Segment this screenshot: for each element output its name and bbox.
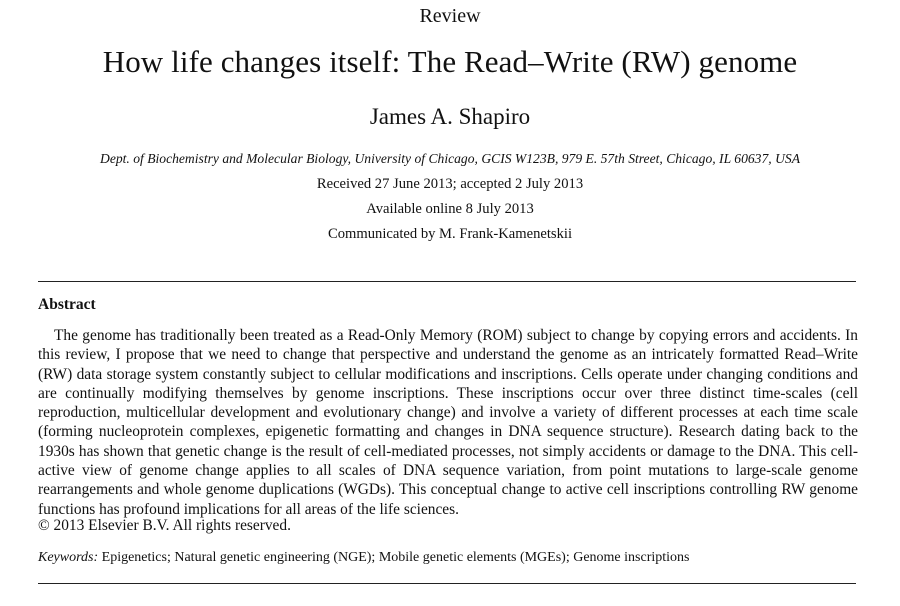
keywords-line xyxy=(38,550,689,566)
top-divider xyxy=(38,281,856,282)
available-online-date: Available online 8 July 2013 xyxy=(366,201,534,217)
copyright-notice: © 2013 Elsevier B.V. All rights reserved. xyxy=(38,517,291,534)
received-dates: Received 27 June 2013; accepted 2 July 2013 xyxy=(316,176,584,192)
article-title: How life changes itself: The Read–Write (RW) genome xyxy=(102,44,798,79)
keywords-list: Epigenetics; Natural genetic engineering (NGE); Mobile genetic elements (MGEs); Genome inscriptions xyxy=(101,550,690,565)
author-name: James A. Shapiro xyxy=(369,104,531,129)
abstract-body: The genome has traditionally been treated as a Read-Only Memory (ROM) subject to change by copying errors and accidents. In this review, I propose that we need to change that perspective and understand the genome as an intricately formatted Read–Write (RW) data storage system constantly subject to cellular modifications and inscriptions. Cells operate under changing conditions and are continually modifying themselves by genome inscriptions. These inscriptions occur over three distinct time-scales (cell reproduction, multicellular development and evolutionary change) and involve a variety of different processes at each time scale (forming nucleoprotein complexes, epigenetic formatting and changes in DNA sequence structure). Research dating back to the 1930s has shown that genetic change is the result of cell-mediated processes, not simply accidents or damage to the DNA. This cell-active view of genome change applies to all scales of DNA sequence variation, from point mutations to large-scale genome rearrangements and whole genome duplications (WGDs). This conceptual change to active cell inscriptions controlling RW genome functions has profound implications for all areas of the life sciences. xyxy=(38,327,858,518)
author-affiliation: Dept. of Biochemistry and Molecular Biology, University of Chicago, GCIS W123B, 979 E. 57th Street, Chicago, IL 60637, USA xyxy=(100,151,800,166)
keywords-label: Keywords: xyxy=(38,550,99,565)
communicated-by: Communicated by M. Frank-Kamenetskii xyxy=(328,226,572,242)
article-type-label: Review xyxy=(419,5,481,27)
abstract-heading: Abstract xyxy=(38,296,96,313)
bottom-divider xyxy=(38,583,856,584)
